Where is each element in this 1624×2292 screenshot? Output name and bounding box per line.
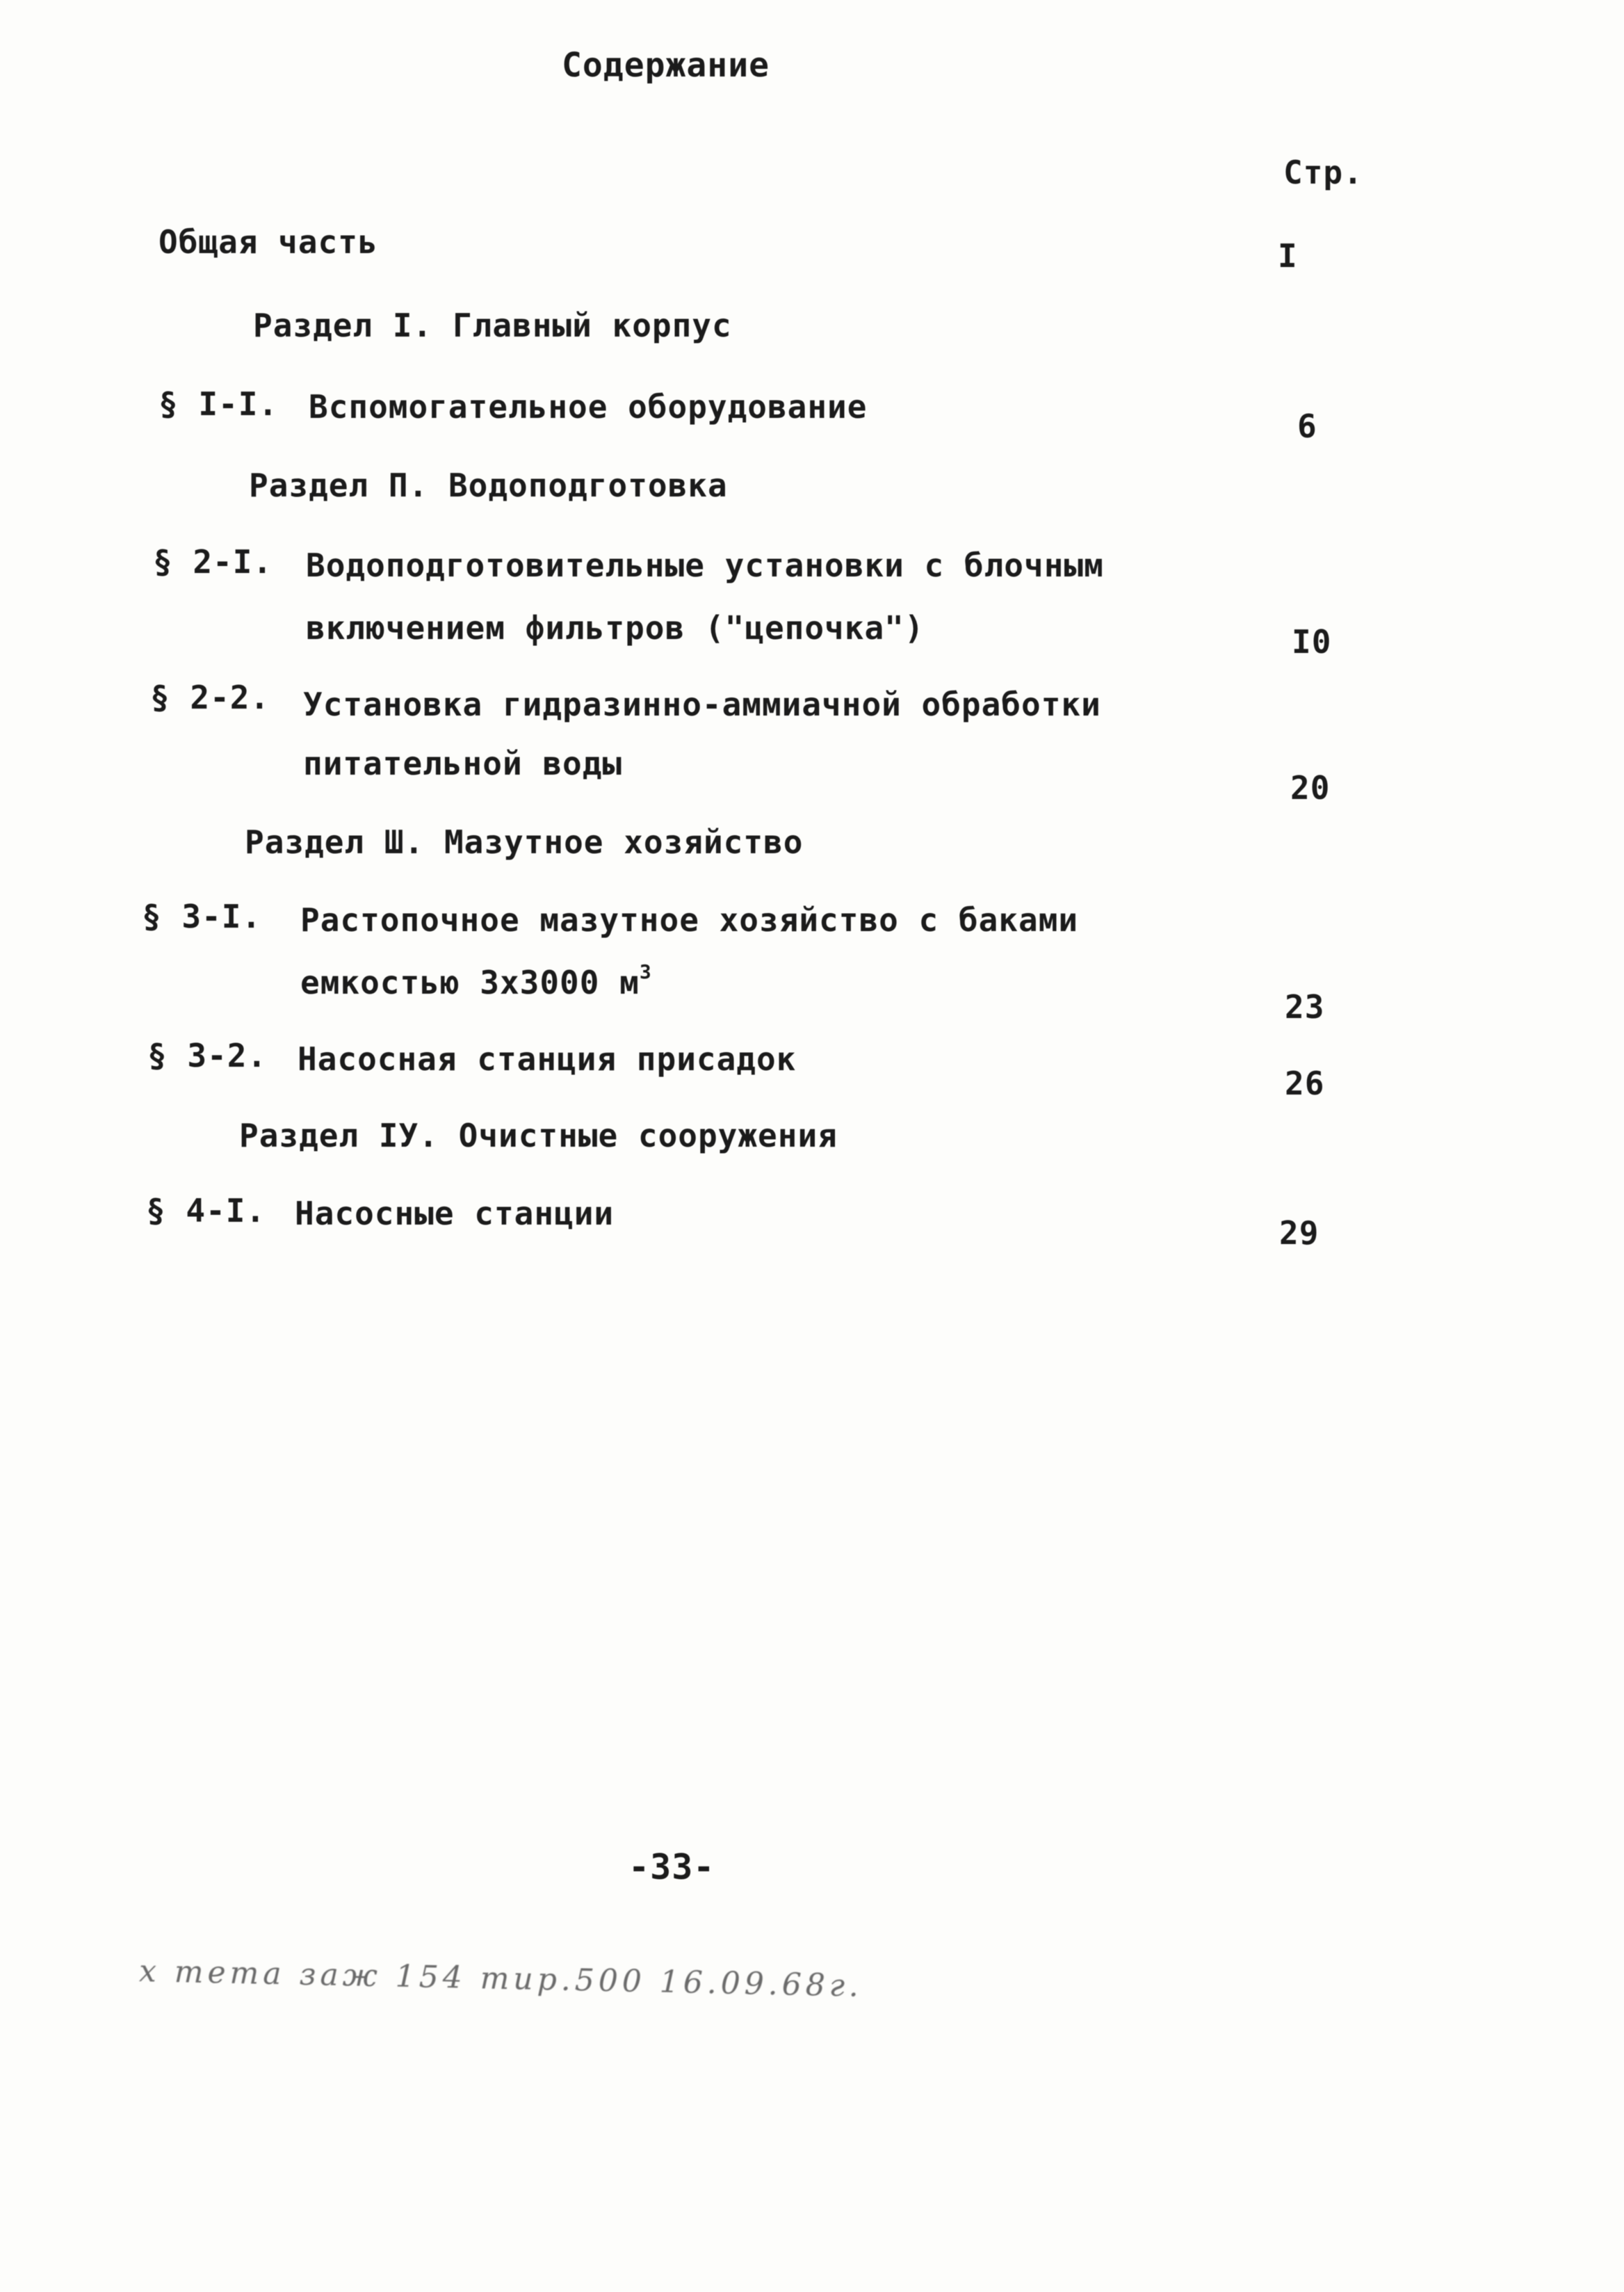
- toc-para-number: § 2-2.: [150, 679, 270, 716]
- toc-para-text: Растопочное мазутное хозяйство с баками: [300, 901, 1079, 939]
- toc-page-number: 23: [1285, 988, 1325, 1026]
- toc-para-text-continued: питательной воды: [303, 745, 623, 782]
- toc-page-number: I0: [1292, 623, 1332, 661]
- toc-section-heading: Раздел П. Водоподготовка: [249, 467, 728, 504]
- handwritten-note: х тета заж 154 тир.500 16.09.68г.: [138, 1953, 863, 2004]
- toc-section-heading: Раздел IУ. Очистные сооружения: [239, 1117, 838, 1154]
- toc-para-text-continued: включением фильтров ("цепочка"): [306, 609, 925, 647]
- toc-section-heading: Раздел Ш. Мазутное хозяйство: [245, 823, 804, 861]
- toc-para-text-continued: [300, 960, 652, 1001]
- toc-page-number: I: [1278, 237, 1298, 275]
- toc-part-label: Общая часть: [159, 223, 378, 261]
- page-folio: -33-: [628, 1847, 715, 1887]
- toc-page-number: 20: [1290, 769, 1331, 807]
- toc-page-number: 26: [1285, 1065, 1325, 1102]
- toc-para-text: Насосная станция присадок: [298, 1040, 797, 1078]
- toc-para-number: § 2-I.: [153, 543, 273, 581]
- toc-para-number: § 3-I.: [142, 898, 262, 935]
- toc-page-number: 6: [1297, 407, 1317, 445]
- toc-para-number: § 4-I.: [146, 1192, 266, 1229]
- toc-page-number: 29: [1279, 1214, 1320, 1252]
- toc-section-heading: Раздел I. Главный корпус: [253, 307, 732, 344]
- page-column-header: Стр.: [1283, 154, 1363, 191]
- toc-para-text: Установка гидразинно-аммиачной обработки: [303, 686, 1101, 723]
- toc-para-text: Водоподготовительные установки с блочным: [306, 547, 1104, 584]
- toc-para-text-main: емкостью 3х3000 м: [300, 964, 640, 1001]
- toc-para-number: § 3-2.: [147, 1037, 268, 1074]
- toc-para-text: Вспомогательное оборудование: [309, 388, 868, 426]
- toc-para-text: Насосные станции: [295, 1195, 615, 1232]
- superscript: 3: [639, 960, 652, 983]
- page-title: Содержание: [562, 46, 770, 85]
- toc-para-number: § I-I.: [159, 385, 279, 423]
